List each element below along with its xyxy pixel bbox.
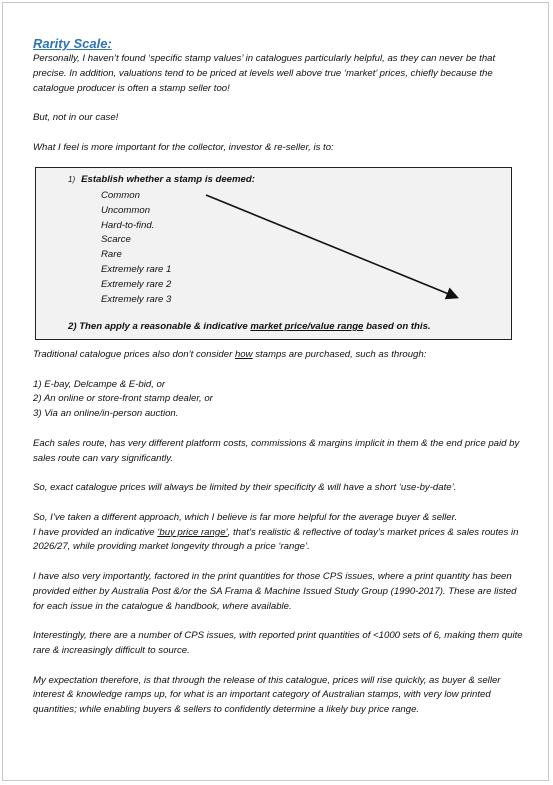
rarity-level: Extremely rare 2 bbox=[101, 278, 172, 290]
print-quantity-paragraph: I have also very importantly, factored in the print quantities for those CPS issues, where a print quantity has been provided either by Australia Post &/or the SA Frama & Machine Issued Study Group (1990-2017). These are listed for each issue in the catalogue & handbook, where available. bbox=[33, 570, 517, 612]
rarity-level: Hard-to-find. bbox=[101, 219, 155, 231]
provided-text-end: , that’s realistic & reflective of today’s market prices & sales routes in 2026/27, while providing market longevity through a price ‘range’. bbox=[33, 526, 519, 553]
document-body bbox=[33, 36, 523, 156]
step-1 bbox=[68, 174, 255, 185]
rarity-level: Extremely rare 3 bbox=[101, 293, 172, 305]
provided-underlined: ‘buy price range’ bbox=[157, 526, 228, 538]
step-2-text: 2) Then apply a reasonable & indicative bbox=[68, 321, 251, 332]
traditional-text-end: stamps are purchased, such as through: bbox=[252, 349, 427, 360]
rarity-level: Scarce bbox=[101, 234, 131, 246]
traditional-text: Traditional catalogue prices also don’t consider bbox=[33, 349, 235, 360]
route-item: 1) E-bay, Delcampe & E-bid, or bbox=[33, 378, 166, 390]
provided-text: I have provided an indicative bbox=[33, 526, 158, 538]
document-body-lower bbox=[33, 348, 523, 718]
rarity-level: Common bbox=[101, 190, 140, 201]
rarity-level: Uncommon bbox=[101, 204, 151, 216]
important-line: What I feel is more important for the collector, investor & re-seller, is to: bbox=[33, 141, 334, 153]
interestingly-paragraph: Interestingly, there are a number of CPS issues, with reported print quantities of <1000 sets of 6, making them quite rare & increasingly difficult to source. bbox=[33, 630, 523, 656]
route-item: 2) An online or store-front stamp dealer, or bbox=[33, 393, 213, 405]
exact-prices-paragraph: So, exact catalogue prices will always be limited by their specificity & will have a short ‘use-by-date’. bbox=[33, 482, 457, 494]
step-2-underlined: market price/value range bbox=[250, 321, 364, 332]
route-item: 3) Via an online/in-person auction. bbox=[33, 408, 179, 420]
expectation-paragraph: My expectation therefore, is that through the release of this catalogue, prices will rise quickly, as buyer & seller interest & knowledge ramps up, for what is an important category of Australian stamps, with very low printed quantities; while enabling buyers & sellers to confidently determine a likely buy price range. bbox=[33, 674, 501, 716]
sales-route-paragraph: Each sales route, has very different platform costs, commissions & margins implicit in them & the end price paid by sales route can vary significantly. bbox=[33, 437, 520, 464]
step-1-number: 1) bbox=[68, 175, 76, 184]
rarity-levels-list bbox=[101, 189, 171, 307]
approach-line: So, I’ve taken a different approach, which I believe is far more helpful for the average buyer & seller. bbox=[33, 511, 458, 523]
provided-paragraph bbox=[33, 526, 523, 556]
rarity-scale-box bbox=[35, 167, 512, 340]
step-2-text-end: based on this. bbox=[363, 321, 431, 332]
not-our-case-line: But, not in our case! bbox=[33, 112, 119, 124]
rarity-level: Rare bbox=[101, 249, 122, 261]
step-2 bbox=[68, 321, 431, 332]
rarity-level: Extremely rare 1 bbox=[101, 263, 172, 275]
section-title: Rarity Scale: bbox=[33, 36, 112, 51]
traditional-paragraph bbox=[33, 348, 523, 363]
traditional-underlined: how bbox=[234, 349, 253, 360]
step-1-text: Establish whether a stamp is deemed: bbox=[81, 174, 255, 185]
intro-paragraph: Personally, I haven’t found ‘specific stamp values’ in catalogues particularly helpful, as they can never be that precise. In addition, valuations tend to be priced at levels well above true ‘market’ prices, chiefly because the catalogue producer is often a stamp seller too! bbox=[33, 53, 496, 94]
